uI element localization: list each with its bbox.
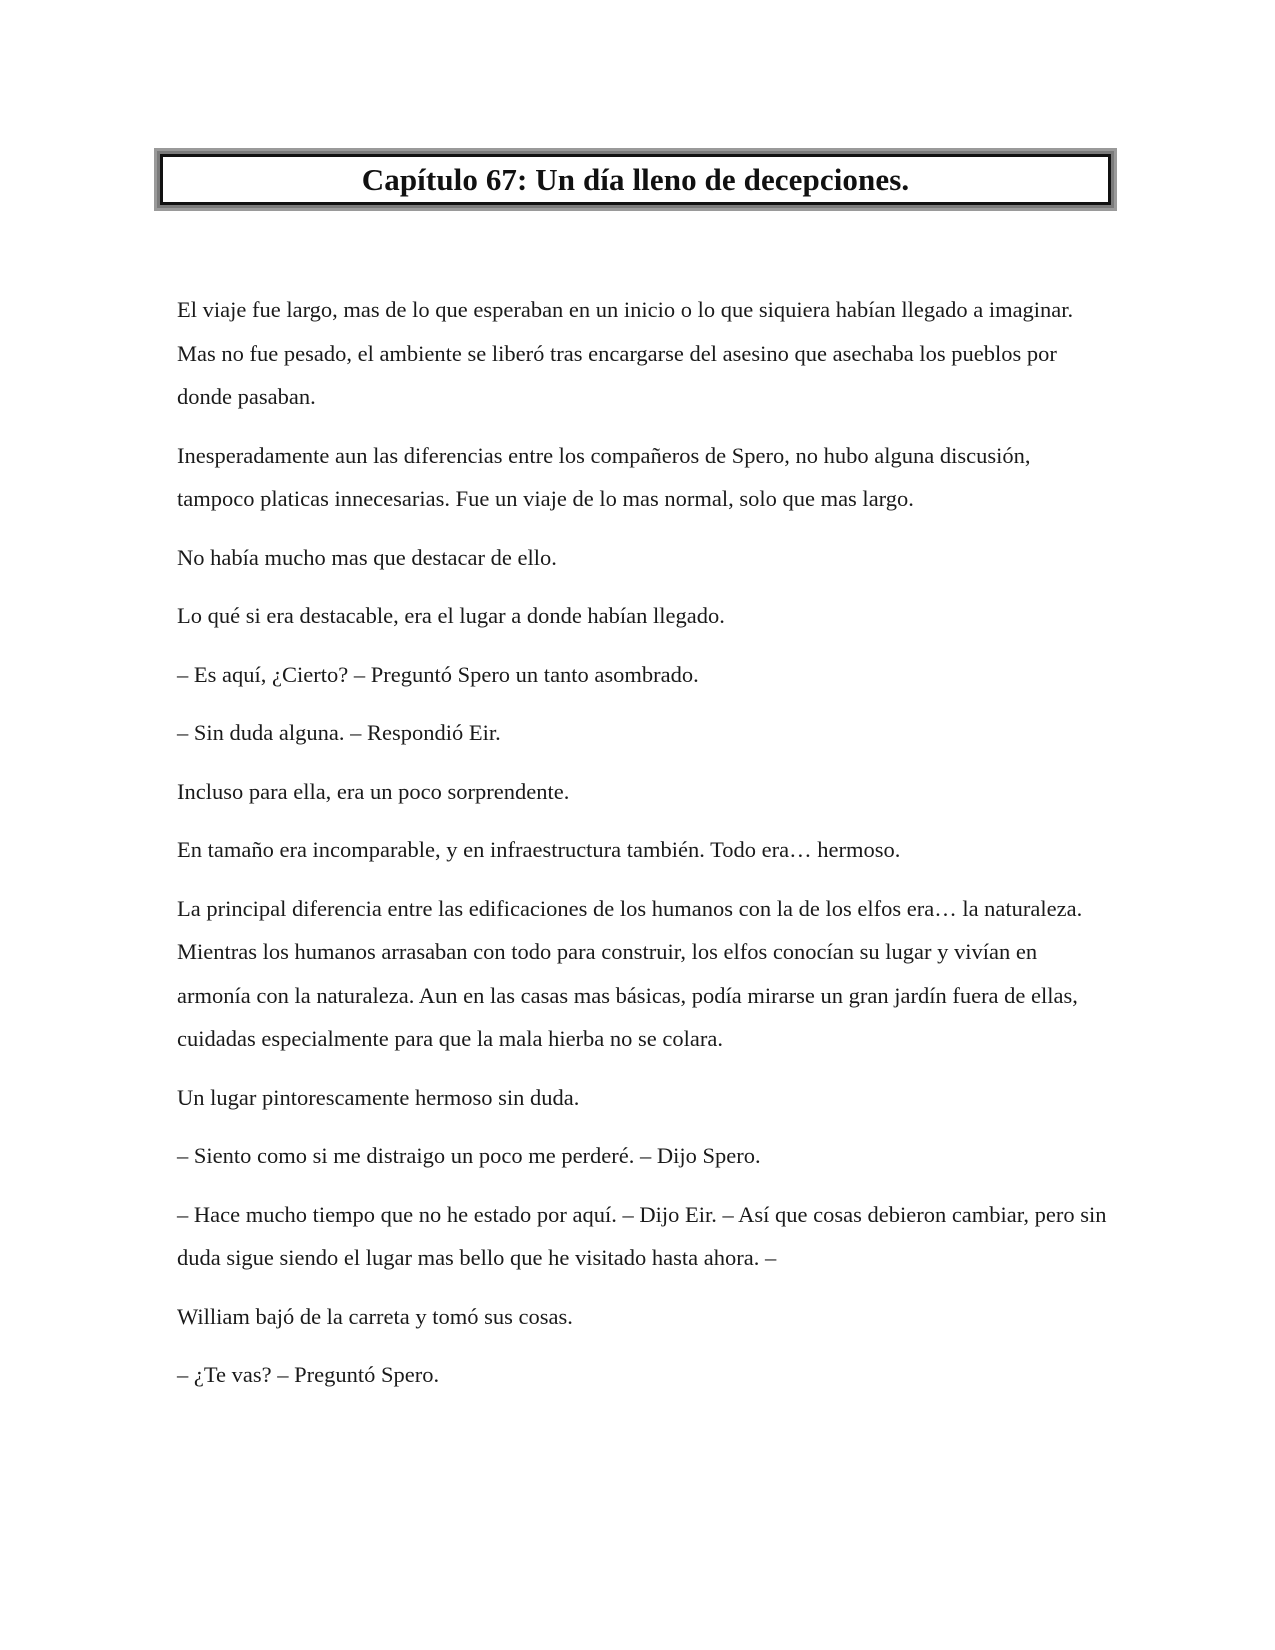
paragraph: William bajó de la carreta y tomó sus cosas. xyxy=(177,1303,573,1329)
paragraph: Inesperadamente aun las diferencias entre los compañeros de Spero, no hubo alguna discusión, tampoco platicas innecesarias. Fue un viaje de lo mas normal, solo que mas largo. xyxy=(177,442,1031,511)
paragraph: En tamaño era incomparable, y en infraestructura también. Todo era… hermoso. xyxy=(177,837,901,862)
paragraph: El viaje fue largo, mas de lo que esperaban en un inicio o lo que siquiera habían llegado a imaginar. Mas no fue pesado, el ambiente se liberó tras encargarse del asesino que asechaba los pueblos por donde pasaban. xyxy=(177,297,1074,409)
dialogue-paragraph: – Hace mucho tiempo que no he estado por aquí. – Dijo Eir. – Así que cosas debieron cambiar, pero sin duda sigue siendo el lugar mas bello que he visitado hasta ahora. – xyxy=(177,1201,1107,1270)
chapter-title-frame xyxy=(154,148,1117,211)
chapter-title: Capítulo 67: Un día lleno de decepciones. xyxy=(361,161,910,197)
chapter-body xyxy=(177,288,1107,1412)
paragraph: Lo qué si era destacable, era el lugar a donde habían llegado. xyxy=(177,603,725,628)
dialogue-paragraph: – Siento como si me distraigo un poco me perderé. – Dijo Spero. xyxy=(177,1143,761,1168)
paragraph: Incluso para ella, era un poco sorprendente. xyxy=(177,778,570,804)
dialogue-paragraph: – Sin duda alguna. – Respondió Eir. xyxy=(177,720,501,745)
paragraph: Un lugar pintorescamente hermoso sin duda. xyxy=(177,1084,580,1110)
paragraph: No había mucho mas que destacar de ello. xyxy=(177,544,557,570)
paragraph: La principal diferencia entre las edificaciones de los humanos con la de los elfos era… la naturaleza. Mientras los humanos arrasaban con todo para construir, los elfos conocían su lugar y vivían en armonía con la naturaleza. Aun en las casas mas básicas, podía mirarse un gran jardín fuera de ellas, cuidadas especialmente para que la mala hierba no se colara. xyxy=(177,895,1083,1051)
chapter-title-box xyxy=(160,154,1111,205)
dialogue-paragraph: – Es aquí, ¿Cierto? – Preguntó Spero un tanto asombrado. xyxy=(177,661,699,687)
dialogue-paragraph: – ¿Te vas? – Preguntó Spero. xyxy=(177,1362,440,1387)
